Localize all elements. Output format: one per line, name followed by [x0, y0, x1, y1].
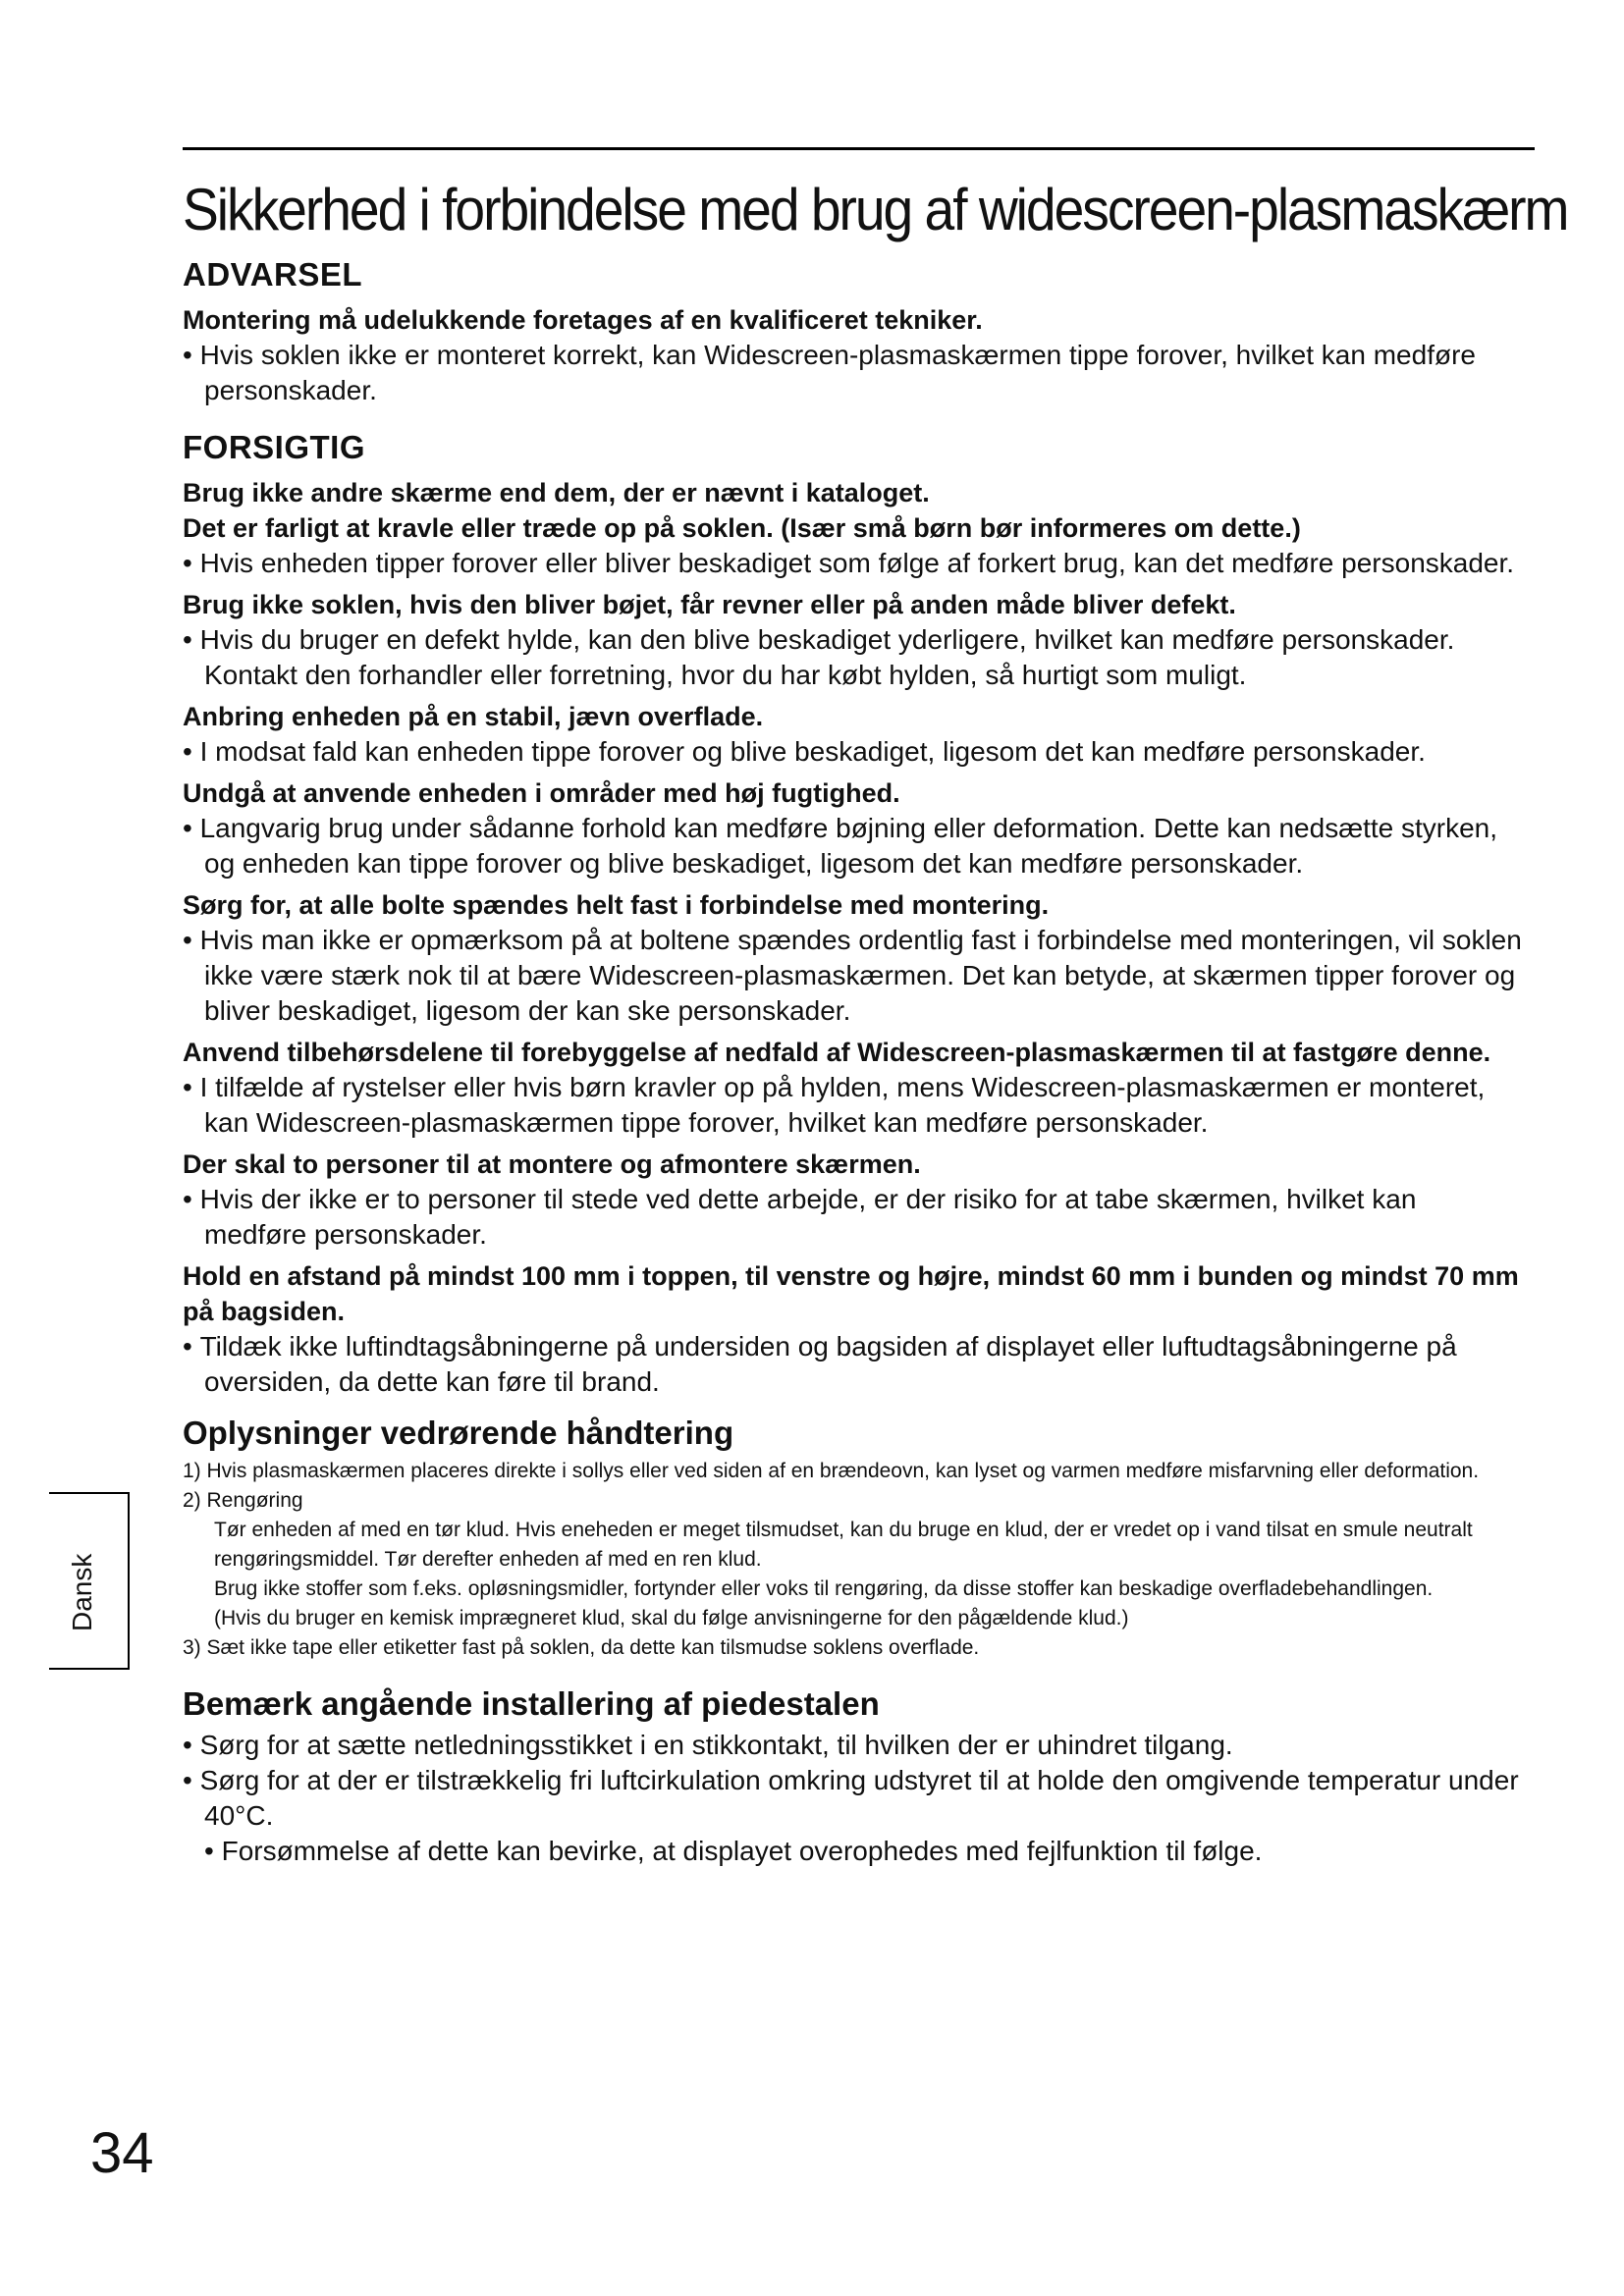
- forsigtig-bold: Sørg for, at alle bolte spændes helt fast i forbindelse med montering.: [183, 890, 1050, 920]
- forsigtig-bullet: • Hvis man ikke er opmærksom på at boltene spændes ordentlig fast i forbindelse med monteringen, vil soklen ikke være stærk nok til at bære Widescreen-plasmaskærmen. Det kan betyde, at skærmen tipper forover og bliver beskadiget, ligesom der kan ske personskader.: [183, 923, 1522, 1029]
- top-rule: [183, 147, 1535, 150]
- installation-heading: Bemærk angående installering af piedestalen: [183, 1685, 880, 1722]
- forsigtig-bullet: • Hvis du bruger en defekt hylde, kan den blive beskadiget yderligere, hvilket kan medføre personskader. Kontakt den forhandler eller forretning, hvor du har købt hylden, så hurtigt som muligt.: [183, 622, 1522, 693]
- forsigtig-bullet: • I tilfælde af rystelser eller hvis børn kravler op på hylden, mens Widescreen-plasmaskærmen er monteret, kan Widescreen-plasmaskærmen tippe forover, hvilket kan medføre personskader.: [183, 1070, 1522, 1141]
- page-number: 34: [90, 2121, 154, 2185]
- handling-item-2-text: Tør enheden af med en tør klud. Hvis eneheden er meget tilsmudset, kan du bruge en klud, der er vredet op i vand tilsat en smule neutralt rengøringsmiddel. Tør derefter enheden af med en ren klud.: [214, 1519, 1473, 1571]
- handling-item-3: 3) Sæt ikke tape eller etiketter fast på soklen, da dette kan tilsmudse soklens overflade.: [183, 1636, 980, 1659]
- handling-item-2-text: (Hvis du bruger en kemisk imprægneret klud, skal du følge anvisningerne for den pågældende klud.): [214, 1607, 1129, 1629]
- forsigtig-bold: Der skal to personer til at montere og afmontere skærmen.: [183, 1149, 921, 1179]
- forsigtig-bullet: • Langvarig brug under sådanne forhold kan medføre bøjning eller deformation. Dette kan nedsætte styrken, og enheden kan tippe forover og blive beskadiget, ligesom det kan medføre personskader.: [183, 811, 1522, 881]
- forsigtig-bold: Brug ikke soklen, hvis den bliver bøjet, får revner eller på anden måde bliver defekt.: [183, 590, 1236, 619]
- page-title: Sikkerhed i forbindelse med brug af widescreen-plasmaskærm: [183, 177, 1568, 242]
- handling-item-2-text: Brug ikke stoffer som f.eks. opløsningsmidler, fortynder eller voks til rengøring, da disse stoffer kan beskadige overfladebehandlingen.: [214, 1577, 1434, 1600]
- language-tab-label: Dansk: [67, 1553, 97, 1631]
- handling-item-1: 1) Hvis plasmaskærmen placeres direkte i sollys eller ved siden af en brændeovn, kan lyset og varmen medføre misfarvning eller deformation.: [183, 1460, 1480, 1482]
- installation-bullet: • Sørg for at der er tilstrækkelig fri luftcirkulation omkring udstyret til at holde den omgivende temperatur under 40°C.: [183, 1763, 1522, 1834]
- forsigtig-bold: Undgå at anvende enheden i områder med høj fugtighed.: [183, 778, 900, 808]
- installation-bullet: • Sørg for at sætte netledningsstikket i en stikkontakt, til hvilken der er uhindret tilgang.: [183, 1728, 1522, 1763]
- handling-heading: Oplysninger vedrørende håndtering: [183, 1415, 734, 1451]
- forsigtig-bold: Hold en afstand på mindst 100 mm i toppen, til venstre og højre, mindst 60 mm i bunden og mindst 70 mm på bagsiden.: [183, 1261, 1519, 1326]
- advarsel-heading: ADVARSEL: [183, 256, 363, 293]
- advarsel-bold: Montering må udelukkende foretages af en kvalificeret tekniker.: [183, 305, 983, 335]
- forsigtig-bold: Anbring enheden på en stabil, jævn overflade.: [183, 702, 764, 731]
- installation-note: • Forsømmelse af dette kan bevirke, at displayet overophedes med fejlfunktion til følge.: [183, 1834, 1522, 1869]
- advarsel-bullet: • Hvis soklen ikke er monteret korrekt, kan Widescreen-plasmaskærmen tippe forover, hvilket kan medføre personskader.: [183, 338, 1522, 408]
- forsigtig-bullet: • I modsat fald kan enheden tippe forover og blive beskadiget, ligesom det kan medføre personskader.: [183, 734, 1522, 770]
- language-tab: [49, 1492, 130, 1670]
- forsigtig-bullet: • Tildæk ikke luftindtagsåbningerne på undersiden og bagsiden af displayet eller luftudtagsåbningerne på oversiden, da dette kan føre til brand.: [183, 1329, 1522, 1400]
- handling-item-2-label: 2) Rengøring: [183, 1489, 303, 1512]
- page-content: [183, 177, 1568, 1875]
- forsigtig-bullet: • Hvis enheden tipper forover eller bliver beskadiget som følge af forkert brug, kan det medføre personskader.: [183, 546, 1522, 581]
- forsigtig-bullet: • Hvis der ikke er to personer til stede ved dette arbejde, er der risiko for at tabe skærmen, hvilket kan medføre personskader.: [183, 1182, 1522, 1253]
- forsigtig-bold: Brug ikke andre skærme end dem, der er nævnt i kataloget.: [183, 478, 930, 507]
- forsigtig-bold: Det er farligt at kravle eller træde op på soklen. (Især små børn bør informeres om dette.): [183, 513, 1301, 543]
- forsigtig-heading: FORSIGTIG: [183, 429, 365, 465]
- forsigtig-bold: Anvend tilbehørsdelene til forebyggelse af nedfald af Widescreen-plasmaskærmen til at fastgøre denne.: [183, 1038, 1491, 1067]
